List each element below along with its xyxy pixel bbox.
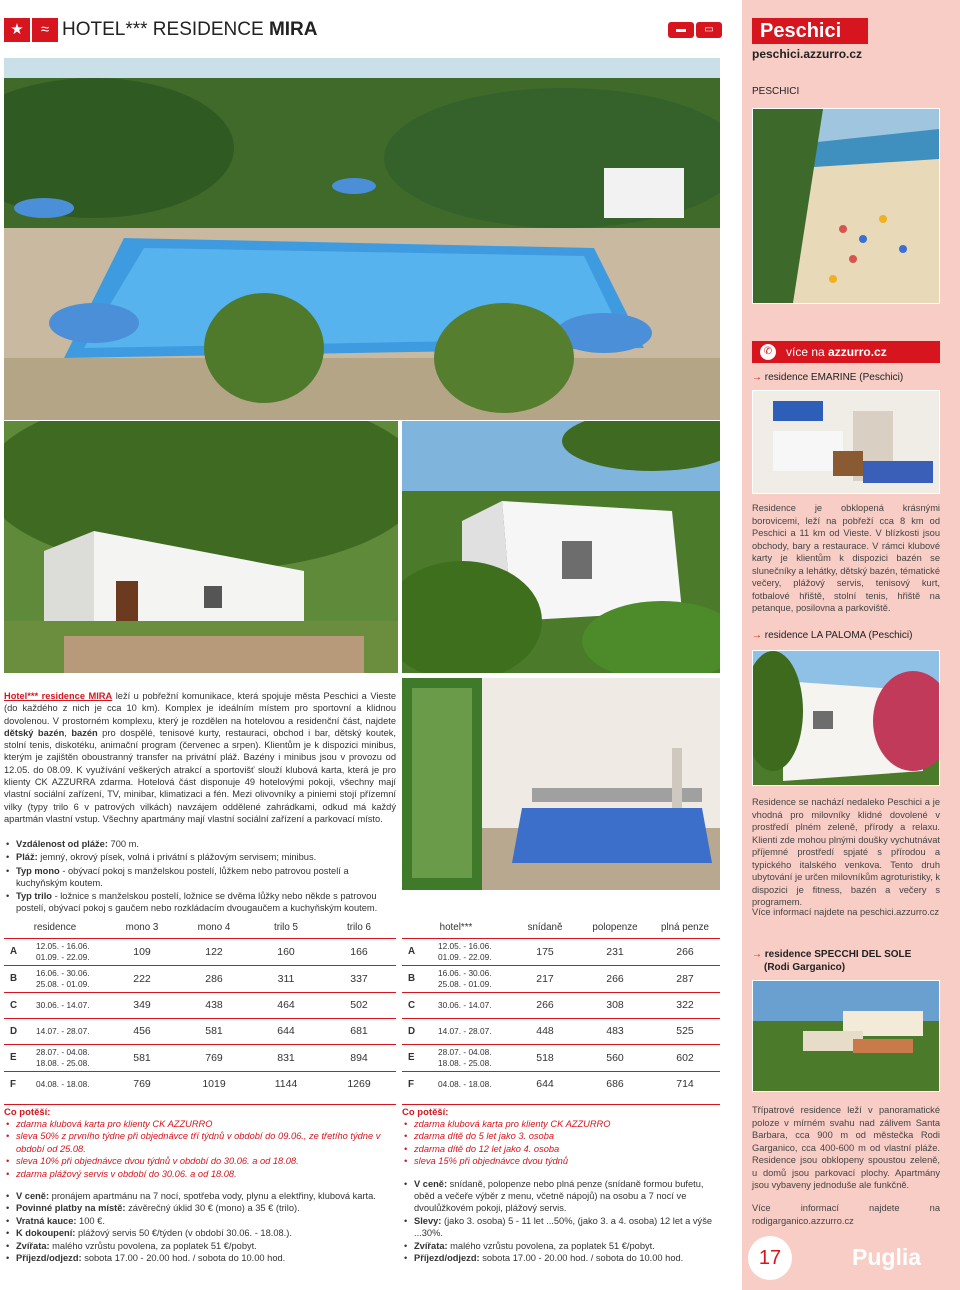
destination-website-link[interactable]: peschici.azzurro.cz: [752, 47, 863, 61]
table-row: F 04.08. - 18.08. 644 686 714: [402, 1071, 720, 1097]
arrow-icon: →: [752, 630, 765, 641]
list-item: • Zvířata: malého vzrůstu povolena, za poplatek 51 €/pobyt.: [402, 1240, 720, 1252]
table-header: trilo 5: [250, 918, 322, 938]
table-header: residence: [4, 918, 106, 938]
list-item: • sleva 10% při objednávce dvou týdnů v období do 30.06. a od 18.08.: [4, 1155, 396, 1167]
villa-photo: [402, 421, 720, 673]
notes-title: Co potěší:: [402, 1107, 449, 1118]
residence-specchi-del-sole-description: Třípatrové residence leží v panoramatické poloze v mírném svahu nad zálivem Santa Barbara, cca 900 m od městečka Rodi Garganico, cca 400-600 m od vlastní pláže. Residence jsou obklopeny spoustou zeleně, u domů jsou parkovací plochy. Apartmány jsou vybaveny jednoduše ale funkčně.: [752, 1105, 940, 1190]
table-row: B 16.06. - 30.06. 25.08. - 01.09. 222 286 311 337: [4, 965, 396, 992]
table-header: mono 4: [178, 918, 250, 938]
list-item: • Vratná kauce: 100 €.: [4, 1215, 396, 1227]
residence-building-photo: [4, 421, 398, 673]
pool-photo: [4, 58, 720, 420]
page-number: 17: [748, 1236, 792, 1280]
residence-price-table: [4, 918, 396, 1097]
list-item: • Slevy: (jako 3. osoba) 5 - 11 let ...50%, (jako 3. a 4. osoba) 12 let a výše ...30%.: [402, 1215, 720, 1240]
list-item: • zdarma dítě do 12 let jako 4. osoba: [402, 1143, 720, 1155]
hotel-name: Hotel*** residence MIRA: [4, 691, 113, 701]
list-item: • zdarma dítě do 5 let jako 3. osoba: [402, 1130, 720, 1142]
residence-specchi-del-sole-photo: [752, 980, 940, 1092]
list-item: • zdarma klubová karta pro klienty CK AZZURRO: [402, 1118, 720, 1130]
list-item: • V ceně: snídaně, polopenze nebo plná penze (snídaně formou bufetu, oběd a večeře výběr z menu, včetně nápojů) na osobu a 7 nocí ve dvoulůžkovém pokoji, plážový servis.: [402, 1178, 720, 1215]
page-title: HOTEL*** RESIDENCE MIRA: [62, 19, 318, 40]
table-header: trilo 6: [322, 918, 396, 938]
list-item: • V ceně: pronájem apartmánu na 7 nocí, spotřeba vody, plynu a elektřiny, klubová karta.: [4, 1190, 396, 1202]
residence-la-paloma-photo: [752, 650, 940, 786]
table-row: C 30.06. - 14.07. 349 438 464 502: [4, 992, 396, 1018]
region-footer: Puglia: [852, 1244, 922, 1270]
table-row: E 28.07. - 04.08. 18.08. - 25.08. 518 560 602: [402, 1044, 720, 1071]
table-header: polopenze: [580, 918, 650, 938]
perks-list: [402, 1118, 720, 1168]
list-item: • zdarma plážový servis v období do 30.06. a od 18.08.: [4, 1168, 396, 1180]
main-description: Hotel*** residence MIRA leží u pobřežní komunikace, která spojuje města Peschici a Vieste (do každého z nich je cca 10 km). Komplex je ideálním místem pro sportovní a klidnou dovolenou. V prostorném komplexu, který je rozdělen na hotelovou a residenční část, najdete dětský bazén, bazén pro dospělé, tenisové kurty, restauraci, obchod i bar, dětský koutek, stolní tenis, diskotéku, animační program (červenec a srpen). Klientům je k dispozici minibus, kterým je zajištěn oboustranný transfer na privátní pláž. Bazény i minibus jsou v provozu od 12.05. do 08.09. K využívání veškerých atrakcí a sportovišť slouží klubová karta, která je pro klienty CK AZZURRA zdarma. Hotelová část disponuje 49 hotelovými pokoji, všechny mají vlastní sociální zařízení, TV, minibar, klimatizaci a fén. Mezi olivovníky a piniemi stojí přízemní vilky (typy trilo 6 v patrových vilkách) navzájem oddělené zahrádkami, odkud má každý apartmán vlastní vstup. Všechny apartmány mají vlastní sociální zařízení a parkovací místo.: [4, 691, 396, 824]
list-item: • sleva 50% z prvního týdne při objednávce tří týdnů v období do 09.06., ze třetího týdne v období od 25.08.: [4, 1130, 396, 1155]
residence-la-paloma-description: Residence se nachází nedaleko Peschici a je vhodná pro milovníky klidné dovolené v prostředí plném zeleně, přírody a relaxu. Klienti zde mohou plnými doušky vychutnávat příjemné prostředí spjaté s přírodou a typického italského venkova. Tento druh ubytování je určen milovníkům agroturistiky, k dispozici je fitness, bazén a večery s programem.: [752, 797, 940, 907]
list-item: • Pláž: jemný, okrový písek, volná i privátní s plážovým servisem; minibus.: [4, 851, 396, 863]
list-item: • sleva 15% při objednávce dvou týdnů: [402, 1155, 720, 1167]
beach-photo: [752, 108, 940, 304]
residence-link-la-paloma[interactable]: → residence LA PALOMA (Peschici): [752, 630, 913, 641]
list-item: • zdarma klubová karta pro klienty CK AZZURRO: [4, 1118, 396, 1130]
table-row: F 04.08. - 18.08. 769 1019 1144 1269: [4, 1071, 396, 1097]
star-icon: ★: [4, 18, 30, 42]
residence-notes: [4, 1104, 396, 1264]
table-header: mono 3: [106, 918, 178, 938]
table-row: D 14.07. - 28.07. 456 581 644 681: [4, 1018, 396, 1044]
perks-list: [4, 1118, 396, 1180]
table-row: B 16.06. - 30.06. 25.08. - 01.09. 217 266 287: [402, 965, 720, 992]
table-row: D 14.07. - 28.07. 448 483 525: [402, 1018, 720, 1044]
table-row: A 12.05. - 16.06. 01.09. - 22.09. 175 231 266: [402, 938, 720, 965]
swimming-icon: ≈: [32, 18, 58, 42]
list-item: • Povinné platby na místě: závěrečný úklid 30 € (mono) a 35 € (trilo).: [4, 1202, 396, 1214]
arrow-icon: →: [752, 949, 765, 960]
residence-link-specchi-del-sole[interactable]: → residence SPECCHI DEL SOLE: [752, 949, 912, 960]
list-item: • Typ mono - obývací pokoj s manželskou postelí, lůžkem nebo patrovou postelí a kuchyňským koutem.: [4, 865, 396, 890]
list-item: • Příjezd/odjezd: sobota 17.00 - 20.00 hod. / sobota do 10.00 hod.: [4, 1252, 396, 1264]
residence-emarine-description: Residence je obklopená krásnými borovicemi, leží na pobřeží cca 8 km od Peschici a 11 km od Vieste. V blízkosti jsou obchody, bary a restaurace. V rámci klubové karty je klientům k dispozici bazén se slunečníky a lehátky, dětský bazén, tématické večery, plážový servis, tenisový kurt, fotbalové hřiště, stolní tenis, hřiště na petanque, posilovna a parkoviště.: [752, 503, 940, 613]
arrow-icon: →: [752, 372, 765, 383]
region-label: PESCHICI: [752, 86, 800, 97]
table-row: C 30.06. - 14.07. 266 308 322: [402, 992, 720, 1018]
bedroom-photo: [402, 678, 720, 890]
residence-location: (Rodi Garganico): [764, 962, 846, 973]
table-row: E 28.07. - 04.08. 18.08. - 25.08. 581 769 831 894: [4, 1044, 396, 1071]
header: [0, 0, 742, 58]
residence-link-emarine[interactable]: → residence EMARINE (Peschici): [752, 372, 904, 383]
more-info-link[interactable]: ✆ více na azzurro.cz: [752, 341, 940, 363]
list-item: • Zvířata: malého vzrůstu povolena, za poplatek 51 €/pobyt.: [4, 1240, 396, 1252]
residence-specchi-del-sole-more-info: Více informací najdete na rodigarganico.azzurro.cz: [752, 1203, 940, 1226]
table-row: A 12.05. - 16.06. 01.09. - 22.09. 109 122 160 166: [4, 938, 396, 965]
destination-title: Peschici: [752, 18, 868, 44]
residence-emarine-photo: [752, 390, 940, 494]
terms-list: [402, 1178, 720, 1265]
notes-title: Co potěší:: [4, 1107, 51, 1118]
list-item: • Vzdálenost od pláže: 700 m.: [4, 838, 396, 850]
list-item: • Příjezd/odjezd: sobota 17.00 - 20.00 hod. / sobota do 10.00 hod.: [402, 1252, 720, 1264]
table-header: plná penze: [650, 918, 720, 938]
list-item: • Typ trilo - ložnice s manželskou postelí, ložnice se dvěma lůžky nebo někde s patrovou postelí, obývací pokoj s gaučem nebo rozkládacím dvougaučem a kuchyňským koutem.: [4, 890, 396, 915]
hotel-price-table: [402, 918, 720, 1097]
residence-la-paloma-more-info: Více informací najdete na peschici.azzurro.cz: [752, 907, 940, 917]
facility-list: [4, 838, 396, 916]
hotel-notes: [402, 1104, 720, 1264]
table-header: snídaně: [510, 918, 580, 938]
list-item: • K dokoupení: plážový servis 50 €/týden (v období 30.06. - 18.08.).: [4, 1227, 396, 1239]
terms-list: [4, 1190, 396, 1264]
phone-icon: ✆: [760, 344, 776, 360]
table-header: hotel***: [402, 918, 510, 938]
bus-icon: ▭: [696, 22, 722, 38]
car-icon: ▬: [668, 22, 694, 38]
